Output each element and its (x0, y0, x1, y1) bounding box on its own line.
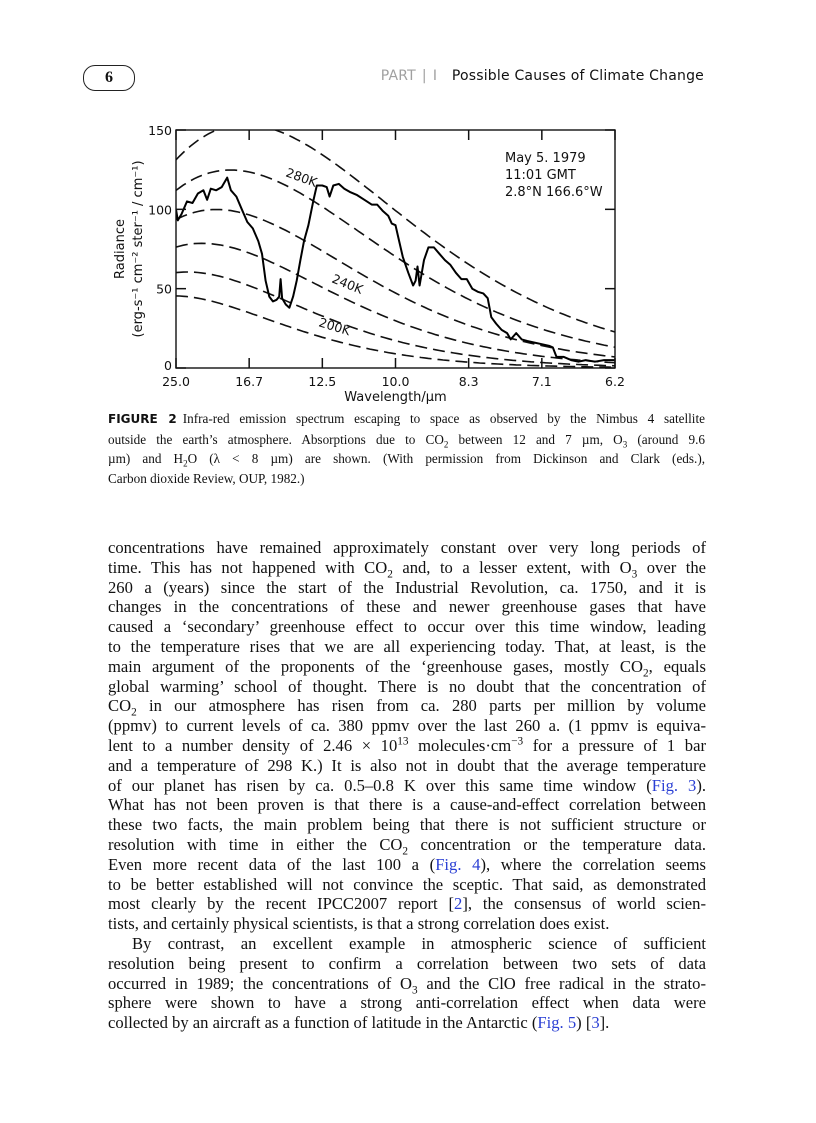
body-line (108, 597, 706, 617)
text-run: global warming’ school of thought. There is no doubt that the concentration of (108, 676, 706, 696)
text-run: for a pressure of 1 bar (523, 735, 706, 755)
text-run: resolution being present to confirm a correlation between two sets of data (108, 953, 706, 973)
text-run: caused a ‘secondary’ greenhouse effect to occur over this time window, leading (108, 617, 706, 637)
body-line (108, 993, 706, 1013)
text-run: concentration or the temperature data. (408, 834, 706, 854)
superscript: 13 (397, 735, 409, 748)
text-run: ]. (599, 1013, 610, 1033)
body-line (108, 578, 706, 598)
text-run: main argument of the proponents of the ‘greenhouse gases, mostly CO (108, 656, 643, 676)
text-run: (around 9.6 (627, 431, 706, 447)
subscript: 2 (443, 439, 449, 450)
body-line (108, 934, 706, 954)
blackbody-curve-220k (176, 272, 615, 366)
body-line (108, 815, 706, 835)
curve-label-200k: 200K (317, 314, 353, 339)
y-tick-label: 100 (148, 202, 172, 218)
caption-line (108, 409, 705, 430)
body-line (108, 696, 706, 719)
body-line (108, 716, 706, 736)
x-tick-label: 25.0 (162, 374, 190, 389)
text-run: to the temperature rises that we are all experiencing today. That, at least, is the (108, 636, 706, 656)
body-line (108, 736, 706, 756)
text-run: ), where the correlation seems (480, 854, 706, 874)
text-run: O (λ < 8 µm) are shown. (With permission from Dickinson and Clark (eds.), (187, 451, 706, 467)
body-line (108, 894, 706, 914)
subscript: 2 (643, 667, 649, 680)
body-line (108, 795, 706, 815)
subscript: 2 (131, 706, 137, 719)
reference-link[interactable]: 2 (454, 894, 463, 914)
figure-caption (108, 409, 705, 489)
text-run: over the (637, 557, 706, 577)
text-run: molecules·cm (408, 735, 512, 755)
curve-label-240k: 240K (329, 270, 366, 297)
text-run: outside the earth’s atmosphere. Absorptions due to CO (108, 431, 444, 447)
reference-link[interactable]: Fig. 5 (537, 1013, 577, 1033)
body-line (108, 974, 706, 994)
body-line (108, 617, 706, 637)
y-tick-label: 150 (148, 123, 172, 138)
text-run: ], the consensus of world scien- (462, 894, 706, 914)
caption-line (108, 469, 705, 489)
x-tick-label: 8.3 (458, 374, 479, 389)
body-line (108, 637, 706, 657)
x-axis-label: Wavelength/µm (344, 390, 447, 405)
body-line (108, 656, 706, 680)
subscript: 2 (387, 568, 393, 581)
body-line (108, 914, 706, 934)
body-line (108, 677, 706, 697)
text-run: collected by an aircraft as a function of latitude in the Antarctic ( (108, 1013, 538, 1033)
text-run: , equals (648, 656, 706, 676)
text-run: 260 a (years) since the start of the Industrial Revolution, ca. 1750, and it is (108, 577, 706, 597)
chart-annotation-line: 11:01 GMT (505, 168, 576, 183)
text-run: (ppmv) to current levels of ca. 380 ppmv over the last 260 a. (1 ppmv is equiva- (108, 716, 706, 736)
body-line (108, 1013, 706, 1033)
curve-label-280k: 280K (283, 164, 320, 190)
text-run: tists, and certainly physical scientists, is that a strong correlation does exist. (108, 914, 610, 934)
chapter-title: Possible Causes of Climate Change (451, 68, 704, 84)
text-run: concentrations have remained approximately constant over very long periods of (108, 538, 706, 557)
y-axis-units: (erg-s⁻¹ cm⁻² ster⁻¹ / cm⁻¹) (131, 160, 146, 338)
body-line (108, 855, 706, 875)
text-run: these two facts, the main problem being that there is not sufficient structure or (108, 815, 706, 835)
subscript: 2 (183, 459, 188, 470)
text-run: and, to a lesser extent, with O (392, 557, 632, 577)
y-tick-label: 0 (164, 358, 172, 373)
superscript: −3 (511, 735, 524, 748)
text-run: occurred in 1989; the concentrations of O (108, 973, 413, 993)
x-tick-label: 16.7 (235, 374, 264, 389)
reference-link[interactable]: Fig. 4 (435, 854, 481, 874)
reference-link[interactable]: 3 (591, 1013, 600, 1033)
body-line (108, 875, 706, 895)
figure-label: FIGURE 2 (108, 412, 177, 426)
x-tick-label: 10.0 (381, 374, 410, 389)
text-run: between 12 and 7 µm, O (448, 431, 623, 447)
body-line (108, 538, 706, 558)
x-tick-label: 7.1 (531, 374, 552, 389)
page-number: 6 (83, 65, 135, 91)
text-run: and the ClO free radical in the strato- (417, 973, 706, 993)
measured-spectrum-line (176, 178, 615, 362)
x-tick-label: 12.5 (308, 374, 337, 389)
header-divider: | (421, 68, 427, 84)
text-run: in our atmosphere has risen from ca. 280 parts per million by volume (136, 696, 706, 716)
text-run: lent to a number density of 2.46 × 10 (108, 735, 398, 755)
text-run: Infra-red emission spectrum escaping to space as observed by the Nimbus 4 satellite (182, 411, 705, 426)
reference-link[interactable]: Fig. 3 (651, 775, 697, 795)
body-line (108, 756, 706, 776)
text-run: Even more recent data of the last 100 a ( (108, 854, 436, 874)
text-run: By contrast, an excellent example in atmospheric science of sufficient (132, 933, 706, 953)
body-text (108, 538, 706, 1033)
body-line (108, 954, 706, 974)
blackbody-curve-260k (176, 210, 615, 357)
text-run: resolution with time in either the CO (108, 834, 403, 854)
subscript: 3 (412, 983, 418, 996)
caption-line (108, 449, 705, 469)
part-label: PART (380, 68, 416, 84)
body-line (108, 557, 706, 581)
figure-2-chart (0, 0, 816, 405)
text-run: most clearly by the recent IPCC2007 report [ (108, 894, 455, 914)
text-run: changes in the concentrations of these and newer greenhouse gases that have (108, 597, 706, 617)
text-run: µm) and H (108, 451, 184, 467)
text-run: of our planet has risen by ca. 0.5–0.8 K over this same time window ( (108, 775, 652, 795)
body-line (108, 776, 706, 796)
text-run: sphere were shown to have a strong anti-correlation effect when data were (108, 993, 706, 1013)
text-run: time. This has not happened with CO (108, 557, 388, 577)
subscript: 2 (402, 845, 409, 858)
part-number: I (432, 68, 438, 84)
x-tick-label: 6.2 (605, 374, 625, 389)
text-run: and a temperature of 298 K.) It is also not in doubt that the average temperature (108, 755, 706, 775)
text-run: to be better established will not convince the sceptic. That said, as demonstrated (108, 874, 706, 894)
chart-annotation-line: May 5. 1979 (505, 151, 586, 166)
text-run: What has not been proven is that there is a cause-and-effect correlation between (108, 795, 706, 815)
subscript: 3 (622, 439, 628, 450)
y-tick-label: 50 (156, 281, 172, 297)
text-run: CO (108, 696, 132, 716)
subscript: 3 (631, 568, 638, 581)
text-run: Carbon dioxide Review, OUP, 1982.) (108, 471, 305, 487)
text-run: ) [ (576, 1013, 592, 1033)
body-line (108, 834, 706, 858)
text-run: ). (696, 775, 707, 795)
chart-annotation-line: 2.8°N 166.6°W (505, 185, 603, 200)
y-axis-label: Radiance (113, 219, 128, 279)
caption-line (108, 430, 705, 450)
